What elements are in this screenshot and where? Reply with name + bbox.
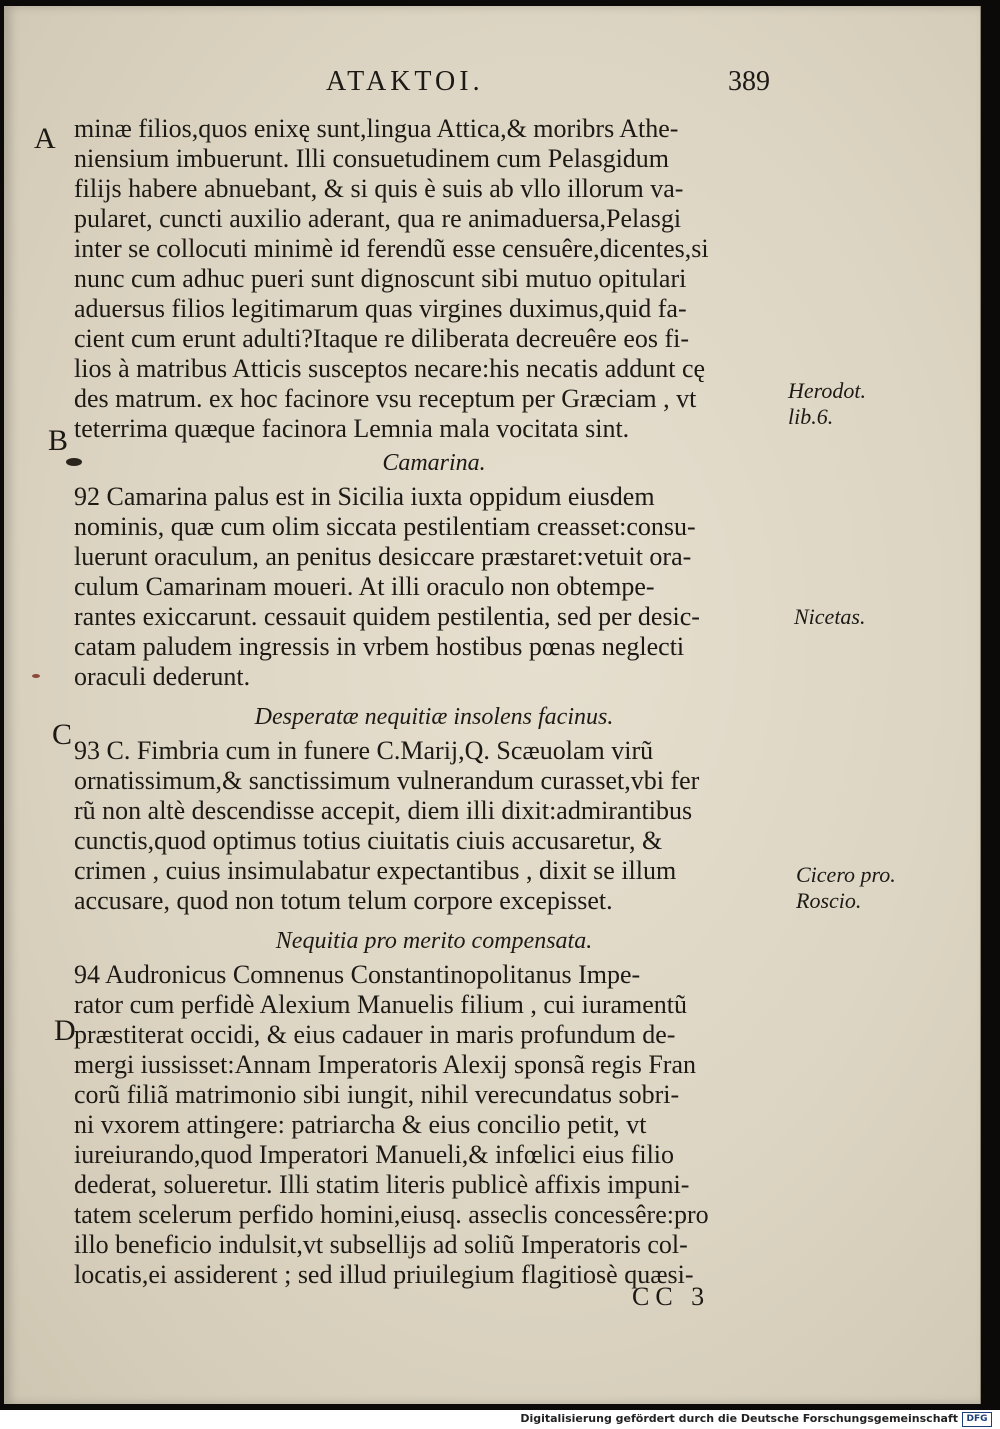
text-line: corũ filiã matrimonio sibi iungit, nihil verecundatus sobri- — [74, 1080, 680, 1109]
text-line: accusare, quod non totum telum corpore excepisset. — [74, 886, 613, 915]
section-nequitia — [74, 960, 794, 1290]
text-line: 93 C. Fimbria cum in funere C.Marij,Q. Scæuolam virũ — [74, 736, 654, 765]
text-line: mergi iussisset:Annam Imperatoris Alexij sponsã regis Fran — [74, 1050, 696, 1079]
section-intro — [74, 114, 794, 444]
margin-note-herodotus — [788, 378, 866, 430]
text-line: rũ non altè descendisse accepit, diem illi dixit:admirantibus — [74, 796, 693, 825]
text-line: inter se collocuti minimè id ferendũ esse censuêre,dicentes,si — [74, 234, 709, 263]
section-heading-camarina: Camarina. — [382, 450, 486, 476]
text-line: nominis, quæ cum olim siccata pestilentiam creasset:consu- — [74, 512, 696, 541]
section-heading-desperatae: Desperatæ nequitiæ insolens facinus. — [254, 704, 614, 730]
text-line: ornatissimum,& sanctissimum vulnerandum curasset,vbi fer — [74, 766, 700, 795]
margin-note-line: Cicero pro. — [796, 862, 896, 887]
text-line: aduersus filios legitimarum quas virgines duximus,quid fa- — [74, 294, 687, 323]
margin-letter-d: D — [54, 1014, 76, 1047]
text-line: rator cum perfidè Alexium Manuelis filium , cui iuramentũ — [74, 990, 688, 1019]
text-line: cient cum erunt adulti?Itaque re diliberata decreuêre eos fi- — [74, 324, 690, 353]
text-line: des matrum. ex hoc facinore vsu receptum per Græciam , vt — [74, 384, 697, 413]
text-line: culum Camarinam moueri. At illi oraculo non obtempe- — [74, 572, 655, 601]
ink-spot-mark — [32, 674, 40, 678]
text-line: nunc cum adhuc pueri sunt dignoscunt sibi mutuo opitulari — [74, 264, 687, 293]
text-line: teterrima quæque facinora Lemnia mala vocitata sint. — [74, 414, 630, 443]
text-line: minæ filios,quos enixę sunt,lingua Attica,& moribrs Athe- — [74, 114, 679, 143]
margin-note-line: lib.6. — [788, 404, 834, 429]
text-line: præstiterat occidi, & eius cadauer in maris profundum de- — [74, 1020, 676, 1049]
text-line: tatem scelerum perfido homini,eiusq. asseclis concessêre:pro — [74, 1200, 709, 1229]
running-head — [4, 66, 980, 106]
dfg-logo[interactable]: DFG — [962, 1412, 992, 1427]
margin-letter-a: A — [34, 122, 56, 155]
text-line: oraculi dederunt. — [74, 662, 251, 691]
text-line: cunctis,quod optimus totius ciuitatis ciuis accusaretur, & — [74, 826, 663, 855]
text-line: 92 Camarina palus est in Sicilia iuxta oppidum eiusdem — [74, 482, 655, 511]
text-line: dederat, solueretur. Illi statim literis publicè affixis impuni- — [74, 1170, 690, 1199]
book-page — [4, 6, 981, 1404]
margin-note-line: Nicetas. — [794, 604, 866, 629]
section-heading-nequitia: Nequitia pro merito compensata. — [275, 928, 593, 954]
text-line: pularet, cuncti auxilio aderant, qua re animaduersa,Pelasgi — [74, 204, 682, 233]
text-line: iureiurando,quod Imperatori Manueli,& infœlici eius filio — [74, 1140, 675, 1169]
section-desperatae — [74, 736, 794, 916]
margin-note-cicero — [796, 862, 896, 914]
body-text — [74, 114, 794, 1290]
text-line: rantes exiccarunt. cessauit quidem pestilentia, sed per desic- — [74, 602, 700, 631]
margin-note-line: Roscio. — [796, 888, 862, 913]
text-line: lios à matribus Atticis susceptos necare:his necatis addunt cę — [74, 354, 706, 383]
margin-letter-c: C — [52, 718, 73, 751]
text-line: luerunt oraculum, an penitus desiccare præstaret:vetuit ora- — [74, 542, 692, 571]
margin-letter-b: B — [48, 424, 69, 457]
text-line: 94 Audronicus Comnenus Constantinopolitanus Impe- — [74, 960, 641, 989]
margin-note-line: Herodot. — [788, 378, 867, 403]
text-line: crimen , cuius insimulabatur expectantibus , dixit se illum — [74, 856, 677, 885]
text-line: filijs habere abnuebant, & si quis è suis ab vllo illorum va- — [74, 174, 684, 203]
text-line: locatis,ei assiderent ; sed illud priuilegium flagitiosè quæsi- — [74, 1260, 694, 1289]
funding-credit: Digitalisierung gefördert durch die Deutsche Forschungsgemeinschaft — [520, 1412, 958, 1425]
text-line: ni vxorem attingere: patriarcha & eius concilio petit, vt — [74, 1110, 647, 1139]
signature-mark: CC 3 — [632, 1282, 711, 1311]
footer-bar — [0, 1410, 1000, 1429]
section-camarina — [74, 482, 794, 692]
folio-number: 389 — [728, 66, 770, 97]
text-line: niensium imbuerunt. Illi consuetudinem cum Pelasgidum — [74, 144, 670, 173]
text-line: catam paludem ingressis in vrbem hostibus pœnas neglecti — [74, 632, 685, 661]
running-title: ATAKTOI. — [326, 66, 484, 97]
text-line: illo beneficio indulsit,vt subsellijs ad soliũ Imperatoris col- — [74, 1230, 688, 1259]
margin-note-nicetas — [794, 604, 866, 630]
